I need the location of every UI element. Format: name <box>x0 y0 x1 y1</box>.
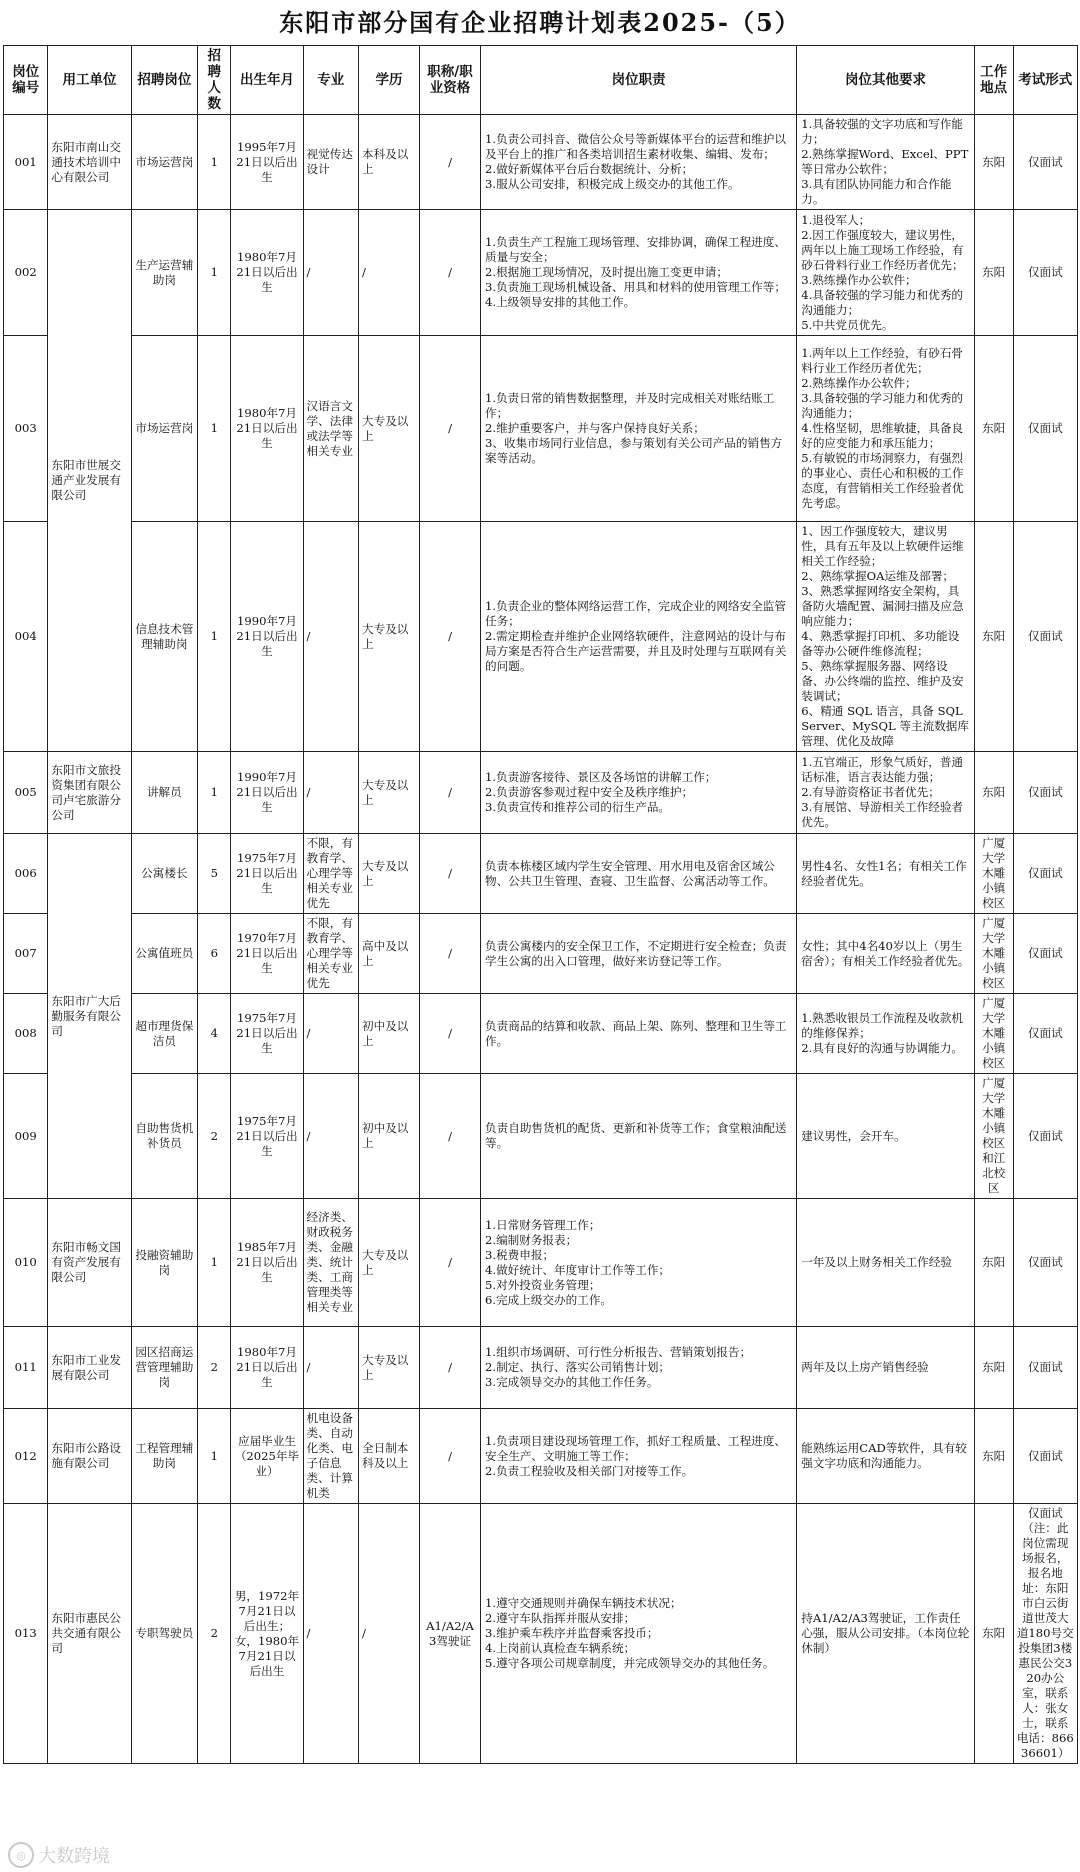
table-row <box>4 1199 1078 1327</box>
header-count: 招聘人数 <box>198 46 231 115</box>
qualification-cell: / <box>420 914 481 994</box>
headcount-cell: 1 <box>198 522 231 752</box>
page-title: 东阳市部分国有企业招聘计划表2025-（5） <box>279 8 801 37</box>
header-unit: 用工单位 <box>48 46 131 115</box>
qualification-cell: A1/A2/A3驾驶证 <box>420 1504 481 1764</box>
exam-mode-cell: 仅面试 <box>1013 752 1077 834</box>
major-cell: / <box>303 994 358 1074</box>
birth-date-cell: 1980年7月21日以后出生 <box>231 210 303 336</box>
header-code: 岗位编号 <box>4 46 48 115</box>
employer-cell: 东阳市公路设施有限公司 <box>48 1409 131 1504</box>
exam-mode-cell: 仅面试 <box>1013 1327 1077 1409</box>
position-code-cell: 009 <box>4 1074 48 1199</box>
major-cell: 不限，有教育学、心理学等相关专业优先 <box>303 834 358 914</box>
position-name-cell: 自助售货机补货员 <box>131 1074 198 1199</box>
qualification-cell: / <box>420 834 481 914</box>
headcount-cell: 1 <box>198 115 231 210</box>
watermark-logo-icon: ◎ <box>8 1842 34 1868</box>
position-name-cell: 生产运营辅助岗 <box>131 210 198 336</box>
work-place-cell: 广厦大学木雕小镇校区 <box>974 914 1013 994</box>
table-header-row <box>4 46 1078 115</box>
headcount-cell: 1 <box>198 210 231 336</box>
headcount-cell: 2 <box>198 1327 231 1409</box>
exam-mode-cell: 仅面试 <box>1013 1409 1077 1504</box>
work-place-cell: 广厦大学木雕小镇校区和江北校区 <box>974 1074 1013 1199</box>
position-code-cell: 013 <box>4 1504 48 1764</box>
major-cell: / <box>303 752 358 834</box>
duty-cell: 1.负责生产工程施工现场管理、安排协调，确保工程进度、质量与安全； 2.根据施工现场情况，及时提出施工变更申请； 3.负责施工现场机械设备、用具和材料的使用管理工作等； 4.上级领导安排的其他工作。 <box>481 210 797 336</box>
employer-cell: 东阳市畅文国有资产发展有限公司 <box>48 1199 131 1327</box>
work-place-cell: 东阳 <box>974 115 1013 210</box>
headcount-cell: 4 <box>198 994 231 1074</box>
birth-date-cell: 1975年7月21日以后出生 <box>231 1074 303 1199</box>
requirements-cell: 1、因工作强度较大，建议男性，具有五年及以上软硬件运维相关工作经验； 2、熟练掌握OA运维及部署； 3、熟悉掌握网络安全架构，具备防火墙配置、漏洞扫描及应急响应能力； 4、熟悉掌握打印机、多功能设备等办公硬件维修流程； 5、熟练掌握服务器、网络设备、办公终端的监控、维护及安装调试； 6、精通 SQL 语言，具备 SQL Server、MySQL 等主流数据库管理、优化及故障 <box>797 522 975 752</box>
table-row <box>4 115 1078 210</box>
work-place-cell: 东阳 <box>974 1327 1013 1409</box>
birth-date-cell: 1990年7月21日以后出生 <box>231 522 303 752</box>
position-code-cell: 003 <box>4 336 48 522</box>
qualification-cell: / <box>420 994 481 1074</box>
position-code-cell: 006 <box>4 834 48 914</box>
education-cell: 全日制本科及以上 <box>359 1409 420 1504</box>
birth-date-cell: 1970年7月21日以后出生 <box>231 914 303 994</box>
watermark-text: 大数跨境 <box>38 1846 110 1867</box>
qualification-cell: / <box>420 115 481 210</box>
position-code-cell: 007 <box>4 914 48 994</box>
exam-mode-cell: 仅面试（注：此岗位需现场报名，报名地址：东阳市白云街道世茂大道180号交投集团3楼惠民公交320办公室，联系人：张女士，联系电话：86636601） <box>1013 1504 1077 1764</box>
table-row <box>4 752 1078 834</box>
requirements-cell: 能熟练运用CAD等软件，具有较强文字功底和沟通能力。 <box>797 1409 975 1504</box>
work-place-cell: 东阳 <box>974 752 1013 834</box>
position-name-cell: 超市理货保洁员 <box>131 994 198 1074</box>
requirements-cell: 持A1/A2/A3驾驶证，工作责任心强，服从公司安排。（本岗位轮休制） <box>797 1504 975 1764</box>
birth-date-cell: 1980年7月21日以后出生 <box>231 336 303 522</box>
qualification-cell: / <box>420 336 481 522</box>
position-code-cell: 010 <box>4 1199 48 1327</box>
requirements-cell: 女性；其中4名40岁以上（男生宿舍）；有相关工作经验者优先。 <box>797 914 975 994</box>
duty-cell: 1.负责游客接待、景区及各场馆的讲解工作； 2.负责游客参观过程中安全及秩序维护； 3.负责宣传和推荐公司的衍生产品。 <box>481 752 797 834</box>
duty-cell: 1.负责公司抖音、微信公众号等新媒体平台的运营和维护以及平台上的推广和各类培训招生素材收集、编辑、发布； 2.做好新媒体平台后台数据统计、分析； 3.服从公司安排，积极完成上级交办的其他工作。 <box>481 115 797 210</box>
position-name-cell: 公寓楼长 <box>131 834 198 914</box>
birth-date-cell: 1975年7月21日以后出生 <box>231 834 303 914</box>
education-cell: 本科及以上 <box>359 115 420 210</box>
duty-cell: 1.负责日常的销售数据整理，并及时完成相关对账结账工作； 2.维护重要客户，并与客户保持良好关系； 3、收集市场同行业信息，参与策划有关公司产品的销售方案等活动。 <box>481 336 797 522</box>
position-name-cell: 市场运营岗 <box>131 336 198 522</box>
work-place-cell: 东阳 <box>974 336 1013 522</box>
education-cell: 大专及以上 <box>359 522 420 752</box>
qualification-cell: / <box>420 1199 481 1327</box>
birth-date-cell: 1990年7月21日以后出生 <box>231 752 303 834</box>
duty-cell: 1.日常财务管理工作； 2.编制财务报表； 3.税费申报； 4.做好统计、年度审计工作等工作； 5.对外投资业务管理； 6.完成上级交办的工作。 <box>481 1199 797 1327</box>
table-row <box>4 1409 1078 1504</box>
major-cell: / <box>303 1504 358 1764</box>
work-place-cell: 东阳 <box>974 1504 1013 1764</box>
exam-mode-cell: 仅面试 <box>1013 522 1077 752</box>
major-cell: / <box>303 1327 358 1409</box>
headcount-cell: 2 <box>198 1504 231 1764</box>
duty-cell: 负责本栋楼区域内学生安全管理、用水用电及宿舍区域公物、公共卫生管理、查寝、卫生监督、公寓活动等工作。 <box>481 834 797 914</box>
qualification-cell: / <box>420 1074 481 1199</box>
position-code-cell: 002 <box>4 210 48 336</box>
headcount-cell: 2 <box>198 1074 231 1199</box>
headcount-cell: 1 <box>198 752 231 834</box>
header-requirements: 岗位其他要求 <box>797 46 975 115</box>
header-education: 学历 <box>359 46 420 115</box>
exam-mode-cell: 仅面试 <box>1013 210 1077 336</box>
qualification-cell: / <box>420 522 481 752</box>
headcount-cell: 1 <box>198 1199 231 1327</box>
position-name-cell: 专职驾驶员 <box>131 1504 198 1764</box>
headcount-cell: 1 <box>198 1409 231 1504</box>
requirements-cell: 男性4名、女性1名；有相关工作经验者优先。 <box>797 834 975 914</box>
major-cell: 汉语言文学、法律或法学等相关专业 <box>303 336 358 522</box>
major-cell: / <box>303 522 358 752</box>
education-cell: 大专及以上 <box>359 1199 420 1327</box>
position-name-cell: 公寓值班员 <box>131 914 198 994</box>
requirements-cell: 建议男性，会开车。 <box>797 1074 975 1199</box>
position-name-cell: 工程管理辅助岗 <box>131 1409 198 1504</box>
education-cell: / <box>359 210 420 336</box>
birth-date-cell: 应届毕业生（2025年毕业） <box>231 1409 303 1504</box>
position-code-cell: 004 <box>4 522 48 752</box>
table-row <box>4 914 1078 994</box>
header-duty: 岗位职责 <box>481 46 797 115</box>
table-row <box>4 1327 1078 1409</box>
requirements-cell: 1.两年以上工作经验，有砂石骨料行业工作经历者优先； 2.熟练操作办公软件； 3.具备较强的学习能力和优秀的沟通能力； 4.性格坚韧，思维敏捷，具备良好的应变能力和承压能力； 5.有敏锐的市场洞察力，有强烈的事业心、责任心和积极的工作态度，有营销相关工作经验者优先考虑。 <box>797 336 975 522</box>
education-cell: 初中及以上 <box>359 1074 420 1199</box>
position-code-cell: 011 <box>4 1327 48 1409</box>
header-title: 职称/职业资格 <box>420 46 481 115</box>
position-code-cell: 012 <box>4 1409 48 1504</box>
employer-cell: 东阳市工业发展有限公司 <box>48 1327 131 1409</box>
header-position: 招聘岗位 <box>131 46 198 115</box>
education-cell: 大专及以上 <box>359 1327 420 1409</box>
qualification-cell: / <box>420 1409 481 1504</box>
work-place-cell: 东阳 <box>974 210 1013 336</box>
qualification-cell: / <box>420 210 481 336</box>
duty-cell: 1.负责项目建设现场管理工作，抓好工程质量、工程进度、安全生产、文明施工等工作； 2.负责工程验收及相关部门对接等工作。 <box>481 1409 797 1504</box>
header-birth: 出生年月 <box>231 46 303 115</box>
table-row <box>4 210 1078 336</box>
position-code-cell: 008 <box>4 994 48 1074</box>
table-row <box>4 994 1078 1074</box>
position-code-cell: 001 <box>4 115 48 210</box>
exam-mode-cell: 仅面试 <box>1013 914 1077 994</box>
requirements-cell: 一年及以上财务相关工作经验 <box>797 1199 975 1327</box>
watermark <box>8 1842 110 1868</box>
recruitment-table <box>3 45 1078 1764</box>
header-place: 工作地点 <box>974 46 1013 115</box>
position-name-cell: 市场运营岗 <box>131 115 198 210</box>
education-cell: 大专及以上 <box>359 752 420 834</box>
major-cell: 机电设备类、自动化类、电子信息类、计算机类 <box>303 1409 358 1504</box>
table-row <box>4 834 1078 914</box>
requirements-cell: 1.熟悉收银员工作流程及收款机的维修保养； 2.具有良好的沟通与协调能力。 <box>797 994 975 1074</box>
exam-mode-cell: 仅面试 <box>1013 336 1077 522</box>
employer-cell: 东阳市世展交通产业发展有限公司 <box>48 210 131 752</box>
table-row <box>4 522 1078 752</box>
exam-mode-cell: 仅面试 <box>1013 1074 1077 1199</box>
employer-cell: 东阳市南山交通技术培训中心有限公司 <box>48 115 131 210</box>
major-cell: 经济类、财政税务类、金融类、统计类、工商管理类等相关专业 <box>303 1199 358 1327</box>
education-cell: / <box>359 1504 420 1764</box>
qualification-cell: / <box>420 752 481 834</box>
headcount-cell: 6 <box>198 914 231 994</box>
duty-cell: 负责商品的结算和收款、商品上架、陈列、整理和卫生等工作。 <box>481 994 797 1074</box>
table-row <box>4 336 1078 522</box>
work-place-cell: 广厦大学木雕小镇校区 <box>974 994 1013 1074</box>
header-major: 专业 <box>303 46 358 115</box>
duty-cell: 负责公寓楼内的安全保卫工作，不定期进行安全检查；负责学生公寓的出入口管理，做好来访登记等工作。 <box>481 914 797 994</box>
employer-cell: 东阳市广大后勤服务有限公司 <box>48 834 131 1199</box>
education-cell: 大专及以上 <box>359 834 420 914</box>
requirements-cell: 1.五官端正，形象气质好，普通话标准，语言表达能力强； 2.有导游资格证书者优先； 3.有展馆、导游相关工作经验者优先。 <box>797 752 975 834</box>
birth-date-cell: 1985年7月21日以后出生 <box>231 1199 303 1327</box>
major-cell: 不限，有教育学、心理学等相关专业优先 <box>303 914 358 994</box>
table-row <box>4 1504 1078 1764</box>
major-cell: 视觉传达设计 <box>303 115 358 210</box>
headcount-cell: 1 <box>198 336 231 522</box>
major-cell: / <box>303 1074 358 1199</box>
duty-cell: 1.组织市场调研、可行性分析报告、营销策划报告； 2.制定、执行、落实公司销售计划； 3.完成领导交办的其他工作任务。 <box>481 1327 797 1409</box>
birth-date-cell: 1975年7月21日以后出生 <box>231 994 303 1074</box>
birth-date-cell: 男，1972年7月21日以后出生；女，1980年7月21日以后出生 <box>231 1504 303 1764</box>
employer-cell: 东阳市文旅投资集团有限公司卢宅旅游分公司 <box>48 752 131 834</box>
duty-cell: 1.遵守交通规则并确保车辆技术状况； 2.遵守车队指挥并服从安排； 3.维护乘车秩序并监督乘客投币； 4.上岗前认真检查车辆系统； 5.遵守各项公司规章制度，并完成领导交办的其他任务。 <box>481 1504 797 1764</box>
work-place-cell: 东阳 <box>974 1409 1013 1504</box>
work-place-cell: 东阳 <box>974 1199 1013 1327</box>
work-place-cell: 东阳 <box>974 522 1013 752</box>
duty-cell: 1.负责企业的整体网络运营工作，完成企业的网络安全监管任务； 2.需定期检查并维护企业网络软硬件，注意网站的设计与布局方案是否符合生产运营需要，并且及时处理与互联网有关的问题。 <box>481 522 797 752</box>
headcount-cell: 5 <box>198 834 231 914</box>
exam-mode-cell: 仅面试 <box>1013 994 1077 1074</box>
duty-cell: 负责自助售货机的配货、更新和补货等工作；食堂粮油配送等。 <box>481 1074 797 1199</box>
work-place-cell: 广厦大学木雕小镇校区 <box>974 834 1013 914</box>
education-cell: 高中及以上 <box>359 914 420 994</box>
exam-mode-cell: 仅面试 <box>1013 1199 1077 1327</box>
birth-date-cell: 1995年7月21日以后出生 <box>231 115 303 210</box>
exam-mode-cell: 仅面试 <box>1013 834 1077 914</box>
header-exam: 考试形式 <box>1013 46 1077 115</box>
position-name-cell: 投融资辅助岗 <box>131 1199 198 1327</box>
birth-date-cell: 1980年7月21日以后出生 <box>231 1327 303 1409</box>
major-cell: / <box>303 210 358 336</box>
position-name-cell: 信息技术管理辅助岗 <box>131 522 198 752</box>
employer-cell: 东阳市惠民公共交通有限公司 <box>48 1504 131 1764</box>
table-row <box>4 1074 1078 1199</box>
position-code-cell: 005 <box>4 752 48 834</box>
position-name-cell: 园区招商运营管理辅助岗 <box>131 1327 198 1409</box>
position-name-cell: 讲解员 <box>131 752 198 834</box>
exam-mode-cell: 仅面试 <box>1013 115 1077 210</box>
qualification-cell: / <box>420 1327 481 1409</box>
requirements-cell: 两年及以上房产销售经验 <box>797 1327 975 1409</box>
requirements-cell: 1.退役军人； 2.因工作强度较大，建议男性，两年以上施工现场工作经验，有砂石骨料行业工作经历者优先； 3.熟练操作办公软件； 4.具备较强的学习能力和优秀的沟通能力； 5.中共党员优先。 <box>797 210 975 336</box>
education-cell: 大专及以上 <box>359 336 420 522</box>
education-cell: 初中及以上 <box>359 994 420 1074</box>
requirements-cell: 1.具备较强的文字功底和写作能力； 2.熟练掌握Word、Excel、PPT等日常办公软件； 3.具有团队协同能力和合作能力。 <box>797 115 975 210</box>
